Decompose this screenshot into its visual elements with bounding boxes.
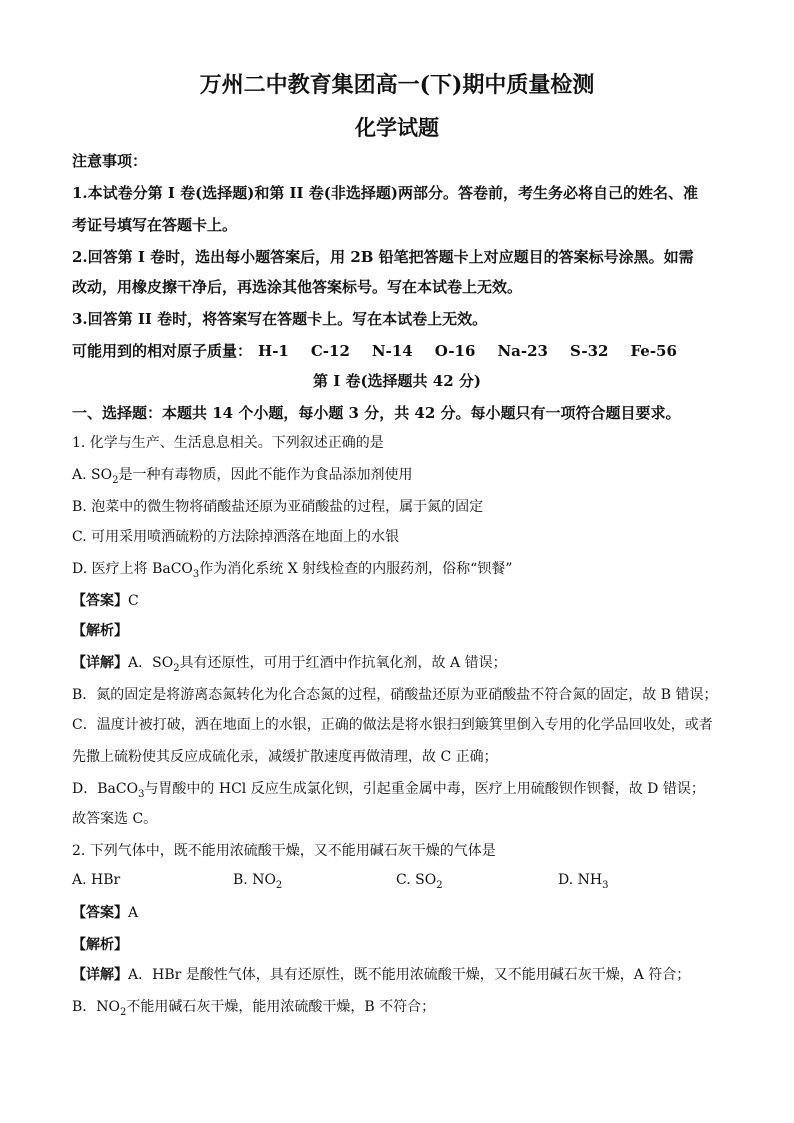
- atomic-masses-label: 可能用到的相对原子质量：: [72, 342, 253, 360]
- atomic-mass-item: Na-23: [497, 342, 548, 360]
- notice-item-3: 3.回答第 II 卷时，将答案写在答题卡上。写在本试卷上无效。: [72, 310, 488, 328]
- q1-conclusion: 故答案选 C。: [72, 811, 158, 827]
- q1-stem: 1. 化学与生产、生活息息相关。下列叙述正确的是: [72, 435, 384, 451]
- q1-option-c: C. 可用采用喷洒硫粉的方法除掉洒落在地面上的水银: [72, 529, 400, 545]
- notice-item-2-line-1: 2.回答第 I 卷时，选出每小题答案后，用 2B 铅笔把答题卡上对应题目的答案标号涂黑。如需: [72, 248, 694, 266]
- atomic-mass-item: S-32: [569, 342, 609, 360]
- notice-item-1-line-1: 1.本试卷分第 I 卷(选择题)和第 II 卷(非选择题)两部分。答卷前，考生务必将自己的姓名、准: [72, 184, 698, 202]
- atomic-masses: [72, 340, 722, 361]
- exam-subtitle: 化学试题: [355, 115, 439, 140]
- q2-stem: 2. 下列气体中，既不能用浓硫酸干燥，又不能用碱石灰干燥的气体是: [72, 843, 496, 859]
- atomic-mass-item: H-1: [258, 342, 289, 360]
- q1-option-a: A. $SO_2$是一种有毒物质，因此不能作为食品添加剂使用: [72, 467, 413, 486]
- q1-explanation-c-line-1: C．温度计被打破，洒在地面上的水银，正确的做法是将水银扫到簸箕里倒入专用的化学品回收处，或者: [72, 717, 713, 733]
- notice-item-1-line-2: 考证号填写在答题卡上。: [72, 216, 238, 234]
- q1-option-d: D. 医疗上将 BaCO$_3$作为消化系统 X 射线检查的内服药剂，俗称“钡餐”: [72, 561, 513, 580]
- exam-title: 万州二中教育集团高一(下)期中质量检测: [199, 72, 595, 98]
- notice-item-2-line-2: 改动，用橡皮擦干净后，再选涂其他答案标号。写在本试卷上无效。: [72, 278, 523, 296]
- q1-option-b: B. 泡菜中的微生物将硝酸盐还原为亚硝酸盐的过程，属于氮的固定: [72, 499, 484, 515]
- q1-explanation-c-line-2: 先撒上硫粉使其反应成硫化汞，减缓扩散速度再做清理，故 C 正确；: [72, 749, 498, 765]
- q2-answer: 【答案】A: [72, 905, 139, 921]
- q2-option-b: B. $NO_2$: [233, 872, 283, 891]
- q1-explanation-b: B．氮的固定是将游离态氮转化为化合态氮的过程，硝酸盐还原为亚硝酸盐不符合氮的固定，故 B 错误；: [72, 687, 718, 703]
- q2-option-c: C. $SO_2$: [396, 872, 443, 891]
- q2-option-d: D. $NH_3$: [558, 872, 609, 891]
- q2-option-a: A. HBr: [72, 872, 121, 888]
- atomic-mass-item: C-12: [310, 342, 350, 360]
- section-1-instruction: 一、选择题：本题共 14 个小题，每小题 3 分，共 42 分。每小题只有一项符合题目要求。: [72, 404, 681, 422]
- q1-explanation-d: D．BaCO$_3$与胃酸中的 HCl 反应生成氯化钡，引起重金属中毒，医疗上用硫酸钡作钡餐，故 D 错误；: [72, 781, 705, 800]
- atomic-mass-item: Fe-56: [630, 342, 677, 360]
- q2-explanation-b: B．$NO_2$不能用碱石灰干燥，能用浓硫酸干燥，B 不符合；: [72, 999, 436, 1018]
- q1-explanation-a: 【详解】A．$SO_2$具有还原性，可用于红酒中作抗氧化剂，故 A 错误；: [72, 655, 507, 674]
- q1-analysis-tag: 【解析】: [72, 623, 128, 639]
- q1-answer: 【答案】C: [72, 593, 139, 609]
- q2-explanation-a: 【详解】A．HBr 是酸性气体，具有还原性，既不能用浓硫酸干燥，又不能用碱石灰干燥，A 符合；: [72, 967, 691, 983]
- atomic-mass-item: O-16: [434, 342, 476, 360]
- atomic-mass-item: N-14: [371, 342, 413, 360]
- notice-heading: 注意事项：: [72, 152, 148, 170]
- q2-analysis-tag: 【解析】: [72, 937, 128, 953]
- section-1-title: 第 I 卷(选择题共 42 分): [313, 372, 481, 390]
